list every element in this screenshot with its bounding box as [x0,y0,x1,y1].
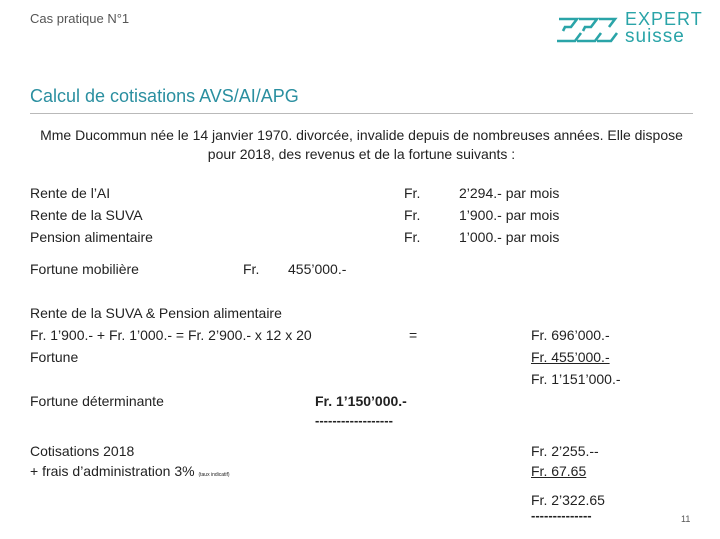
income-label-ai: Rente de l’AI [30,185,111,201]
determinante-label: Fortune déterminante [30,393,164,409]
calc-result-3: Fr. 1’151’000.- [531,371,621,387]
fortune-label: Fortune mobilière [30,261,139,277]
expert-suisse-logo [555,10,705,50]
cotisations-value-2 [531,460,586,482]
calc-line-1: Rente de la SUVA & Pension alimentaire [30,305,282,321]
income-currency-ai: Fr. [404,185,421,201]
income-amount-ai: 2’294.- par mois [459,185,560,201]
logo-text-expert: EXPERT [625,9,703,29]
cotisations-dashes: -------------- [531,508,592,523]
fortune-currency: Fr. [243,261,260,277]
header-label: Cas pratique N°1 [30,11,130,26]
cotisations-total: Fr. 2’322.65 [531,492,605,508]
income-amount-pension: 1’000.- par mois [459,229,560,245]
logo-text-suisse: suisse [625,26,685,47]
cotisations-value-1: Fr. 2’255.-- [531,443,599,459]
logo-mark-icon [555,13,619,47]
income-currency-pension: Fr. [404,229,421,245]
cotisations-frais-label: + frais d’administration 3% [30,463,195,479]
income-amount-suva: 1’900.- par mois [459,207,560,223]
calc-equals: = [409,327,418,343]
intro-text: Mme Ducommun née le 14 janvier 1970. divorcée, invalide depuis de nombreuses années. Elle dispose pour 2018, des revenus et de la fortune suivants : [40,127,683,162]
calc-line-2: Fr. 1’900.- + Fr. 1’000.- = Fr. 2’900.- x 12 x 20 [30,327,312,343]
cotisations-line-2 [30,460,230,486]
income-label-pension: Pension alimentaire [30,229,153,245]
cotisations-line-1: Cotisations 2018 [30,443,135,459]
calc-line-3: Fortune [30,349,79,365]
income-currency-suva: Fr. [404,207,421,223]
calc-result-1: Fr. 696’000.- [531,327,610,343]
income-label-suva: Rente de la SUVA [30,207,143,223]
cotisations-note: (taux indicatif) [198,472,230,478]
determinante-value: Fr. 1’150’000.- [315,393,407,409]
calc-result-2: Fr. 455’000.- [531,349,610,365]
determinante-dashes: ------------------ [315,413,393,428]
title-divider [30,113,693,114]
page-number: 11 [681,514,691,524]
fortune-amount: 455’000.- [288,261,347,277]
page-title: Calcul de cotisations AVS/AI/APG [30,86,299,106]
cotisations-value-2-text: Fr. 67.65 [531,463,587,479]
